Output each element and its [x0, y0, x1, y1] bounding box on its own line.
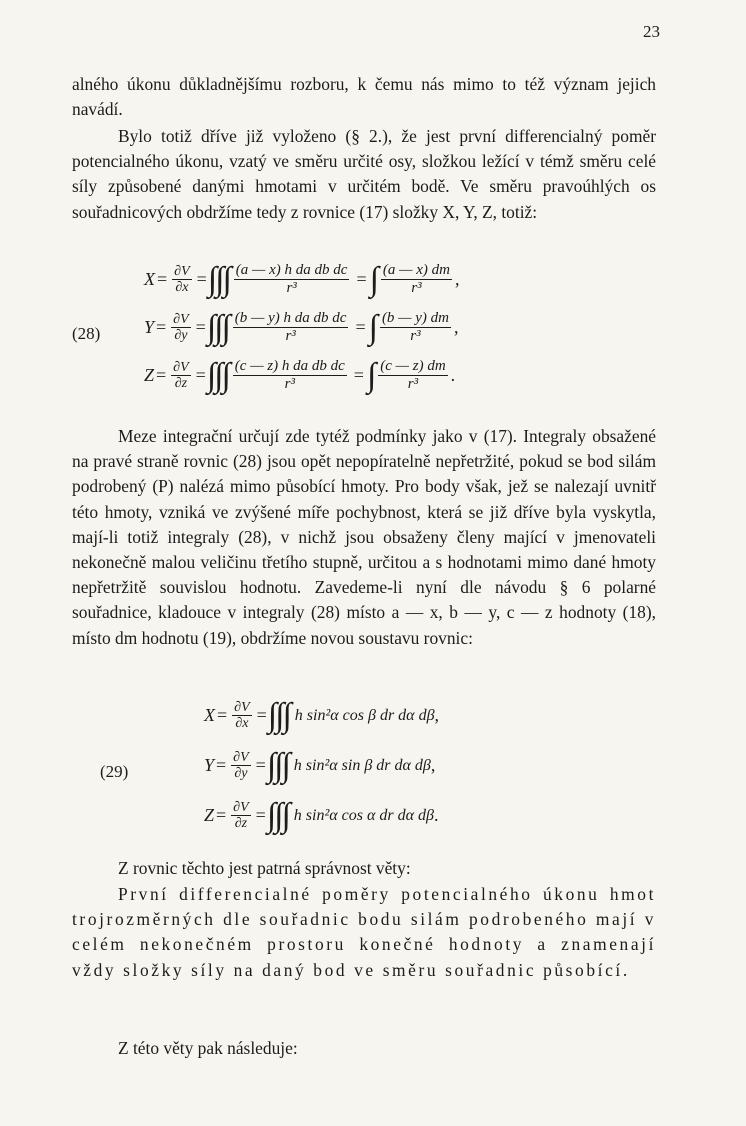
fraction-numerator: (a — x) h da db dc: [235, 262, 348, 278]
derivative-denominator: ∂z: [234, 816, 248, 831]
punctuation: .: [450, 365, 456, 385]
equals-sign: =: [196, 269, 207, 289]
integral-sign: ∫: [274, 796, 284, 834]
equals-sign: =: [195, 365, 206, 385]
equals-sign: =: [156, 365, 167, 385]
integral-sign: ∫: [281, 746, 291, 784]
paragraph-1: alného úkonu důkladnějšímu rozboru, k čemu nás mimo to též význam jejich navádí.: [72, 74, 656, 120]
equation-number: (28): [72, 324, 101, 343]
punctuation: ,: [455, 269, 460, 289]
integral-sign: ∫: [214, 308, 224, 346]
punctuation: ,: [434, 705, 440, 725]
punctuation: ,: [430, 755, 436, 775]
equation-28: [72, 262, 672, 412]
integral-sign: ∫: [221, 356, 231, 394]
lhs: Z: [144, 365, 155, 385]
integral-sign: ∫: [266, 796, 277, 834]
integrand: h sin²α cos β dr dα dβ: [294, 706, 435, 724]
derivative-numerator: ∂V: [234, 700, 250, 715]
equals-sign: =: [255, 755, 266, 775]
equals-sign: =: [355, 317, 366, 337]
derivative-numerator: ∂V: [173, 312, 189, 327]
fraction-denominator: r³: [407, 376, 419, 392]
paragraph-4: Z rovnic těchto jest patrná správnost věty:: [118, 858, 411, 878]
paragraph-3: Meze integrační určují zde tytéž podmínky jako v (17). Integraly obsažené na pravé straně rovnic (28) jsou opět nepopíratelně nepřetržité, pokud se bod silám podrobený (P) nalézá mimo působící hmoty. Pro body však, jež se nalezají uvnitř této hmoty, vzniká ve zvýšené míře pochybnost, která se již dříve byla vyskytla, mají-li totiž integraly (28), v nichž jsou obsaženy členy mající v jmenovateli nekonečně malou veličinu třetího stupně, určitou a s hodnotami mimo dané hmoty nepřetržitě souvislou hodnotu. Zavedeme-li nyní dle návodu § 6 polarné souřadnice, kladouce v integraly (28) místo a — x, b — y, c — z hodnoty (18), místo dm hodnotu (19), obdržíme novou soustavu rovnic:: [72, 426, 656, 648]
equals-sign: =: [156, 317, 167, 337]
equals-sign: =: [195, 317, 206, 337]
equation-row-x: [144, 262, 460, 297]
integral-sign: ∫: [214, 356, 224, 394]
lhs: Y: [204, 755, 215, 775]
integral-sign: ∫: [221, 308, 231, 346]
integral-sign: ∫: [369, 260, 379, 298]
derivative-numerator: ∂V: [233, 750, 249, 765]
equation-row-z: [144, 358, 455, 393]
derivative-numerator: ∂V: [174, 264, 190, 279]
integral-sign: ∫: [282, 696, 292, 734]
integral-sign: ∫: [368, 308, 378, 346]
equation-number: (29): [100, 762, 129, 781]
lhs: X: [204, 705, 215, 725]
derivative-denominator: ∂y: [234, 766, 248, 781]
lhs: X: [144, 269, 155, 289]
fraction-denominator: r³: [411, 280, 422, 296]
punctuation: ,: [454, 317, 459, 337]
integrand: h sin²α cos α dr dα dβ: [293, 806, 434, 824]
fraction-denominator: r³: [286, 280, 297, 296]
derivative-numerator: ∂V: [173, 360, 189, 375]
equation-row-x: [204, 696, 440, 734]
fraction-denominator: r³: [410, 328, 421, 344]
equals-sign: =: [255, 805, 266, 825]
equals-sign: =: [216, 805, 227, 825]
derivative-denominator: ∂y: [174, 328, 188, 343]
fraction-denominator: r³: [284, 376, 295, 392]
fraction-numerator: (b — y) h da db dc: [234, 310, 347, 326]
fraction-numerator: (a — x) dm: [382, 262, 450, 278]
equation-row-z: [204, 796, 439, 834]
equals-sign: =: [356, 269, 367, 289]
integral-sign: ∫: [222, 260, 232, 298]
lhs: Z: [204, 805, 215, 825]
fraction-denominator: r³: [285, 328, 296, 344]
page-number: 23: [643, 22, 660, 41]
equation-row-y: [204, 746, 436, 784]
fraction-numerator: (c — z) h da db dc: [234, 358, 345, 374]
equals-sign: =: [217, 705, 228, 725]
derivative-numerator: ∂V: [233, 800, 249, 815]
paragraph-2: Bylo totiž dříve již vyloženo (§ 2.), že jest první differencialný poměr potencialného úkonu, vzatý ve směru určité osy, složkou ležící v témž směru celé síly způsobené danými hmotami v určitém bodě. Ve směru pravoúhlých os souřadnicových obdržíme tedy z rovnice (17) složky X, Y, Z, totiž:: [72, 126, 656, 222]
equals-sign: =: [353, 365, 364, 385]
paragraph-6: Z této věty pak následuje:: [118, 1038, 298, 1058]
integral-sign: ∫: [275, 696, 285, 734]
lhs: Y: [144, 317, 155, 337]
integral-sign: ∫: [215, 260, 225, 298]
equals-sign: =: [157, 269, 168, 289]
integral-sign: ∫: [266, 746, 277, 784]
integral-sign: ∫: [207, 260, 218, 298]
fraction-numerator: (b — y) dm: [381, 310, 450, 326]
integral-sign: ∫: [366, 356, 377, 394]
paragraph-5-theorem: První differencialné poměry potencialného úkonu hmot trojrozměrných dle souřadnic bodu silám podrobeného mají v celém nekonečném prostoru konečné hodnoty a znamenají vždy složky síly na daný bod ve směru souřadnic působící.: [72, 884, 656, 980]
punctuation: .: [433, 805, 439, 825]
fraction-numerator: (c — z) dm: [380, 358, 446, 374]
equals-sign: =: [256, 705, 267, 725]
equation-row-y: [144, 310, 459, 345]
integral-sign: ∫: [274, 746, 284, 784]
integral-sign: ∫: [267, 696, 278, 734]
integral-sign: ∫: [206, 356, 217, 394]
integrand: h sin²α sin β dr dα dβ: [293, 756, 431, 774]
derivative-denominator: ∂x: [175, 280, 189, 295]
equation-29: [72, 696, 672, 850]
equals-sign: =: [216, 755, 227, 775]
derivative-denominator: ∂x: [235, 716, 249, 731]
derivative-denominator: ∂z: [174, 376, 188, 391]
integral-sign: ∫: [281, 796, 291, 834]
integral-sign: ∫: [206, 308, 217, 346]
